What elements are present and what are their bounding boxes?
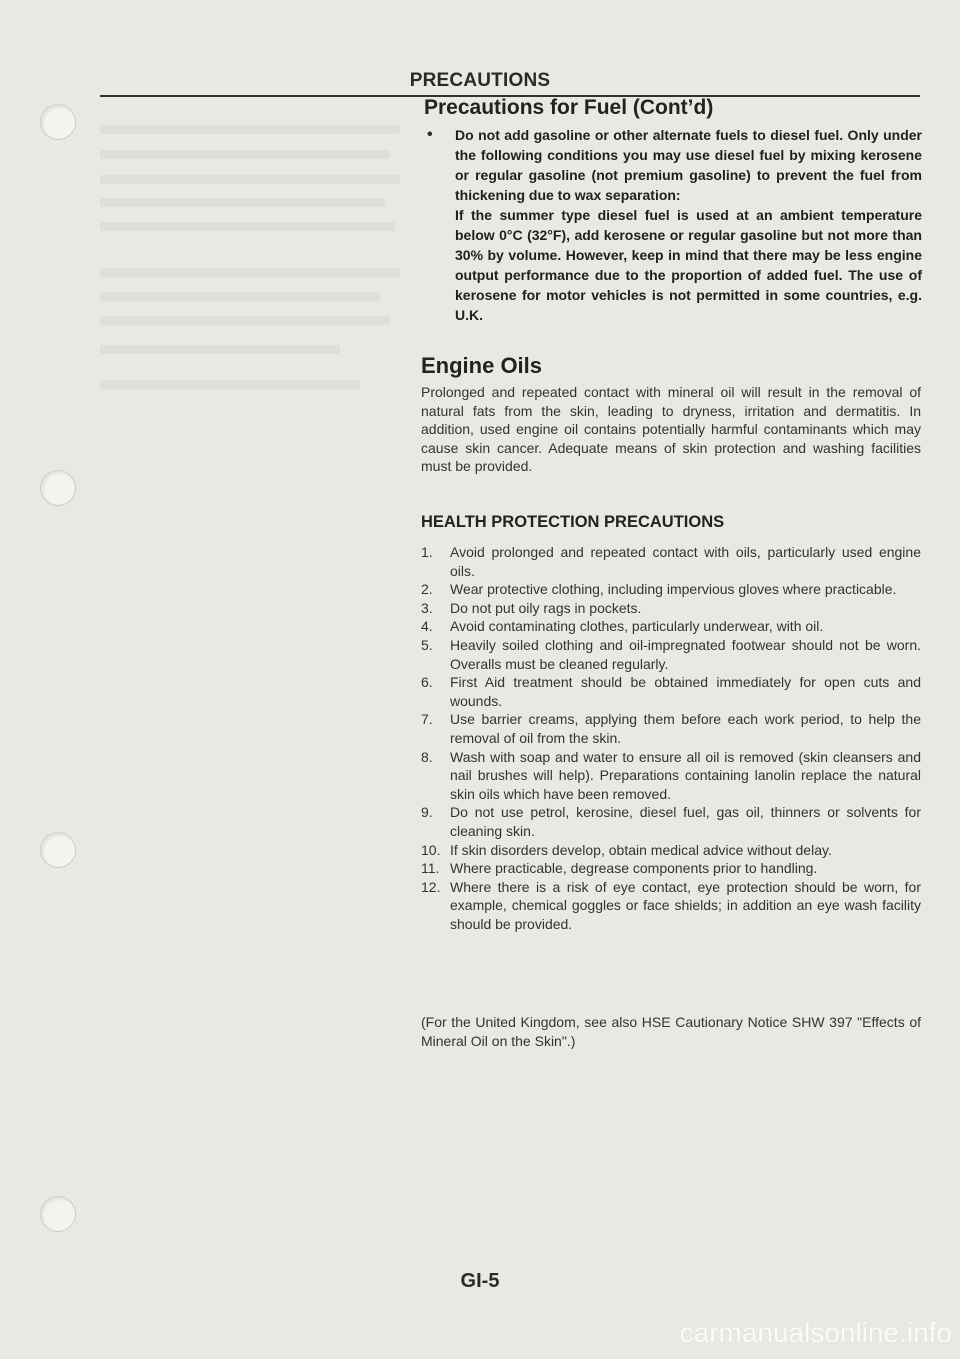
watermark-text: carmanualsonline.info [679,1317,952,1348]
item-number: 10. [421,841,441,858]
item-number: 4. [421,618,433,635]
binder-hole [40,104,76,140]
bleed-through-line [100,175,400,184]
list-item [421,580,921,599]
bleed-through-line [100,316,390,325]
header-title: PRECAUTIONS [409,70,551,91]
binder-hole [40,470,76,506]
item-number: 8. [421,748,433,765]
bleed-through-line [100,125,400,134]
bleed-through-line [100,198,385,207]
fuel-condition-paragraph: If the summer type diesel fuel is used at an ambient temperature below 0°C (32°F), add kerosene or regular gasoline but not more than 30% by volume. However, keep in mind that there may be less engine output performance due to the proportion of added fuel. The use of kerosene for motor vehicles is not permitted in some countries, e.g. U.K. [455,207,922,323]
engine-oils-paragraph: Prolonged and repeated contact with mineral oil will result in the removal of natural fats from the skin, leading to dryness, irritation and dermatitis. In addition, used engine oil contains potentially harmful contaminants which may cause skin cancer. Adequate means of skin protection and washing facilities must be provided. [421,384,921,475]
item-text: Wear protective clothing, including impervious gloves where practicable. [450,581,897,598]
item-number: 2. [421,581,433,598]
list-item [421,617,921,636]
list-item [421,878,921,934]
item-text: Where practicable, degrease components prior to handling. [450,860,818,877]
hse-footnote: (For the United Kingdom, see also HSE Cautionary Notice SHW 397 "Effects of Mineral Oil on the Skin".) [421,1014,921,1049]
list-item [421,673,921,710]
item-number: 11. [421,860,440,877]
item-number: 7. [421,711,433,728]
fuel-warning-paragraph: Do not add gasoline or other alternate fuels to diesel fuel. Only under the following conditions you may use diesel fuel by mixing kerosene or regular gasoline (not premium gasoline) to prevent the fuel from thickening due to wax separation: [455,127,922,203]
bleed-through-line [100,345,340,354]
item-text: Heavily soiled clothing and oil-impregnated footwear should not be worn. Overalls must be cleaned regularly. [450,636,921,672]
list-item [421,636,921,673]
page-number: GI-5 [460,1270,500,1292]
item-text: First Aid treatment should be obtained immediately for open cuts and wounds. [450,674,921,709]
list-item [421,543,921,580]
engine-oils-title: Engine Oils [421,353,543,378]
item-number: 1. [421,544,433,560]
item-number: 12. [421,878,441,895]
list-item [421,803,921,840]
fuel-bullet-item [425,125,922,325]
bleed-through-line [100,380,360,389]
bleed-through-line [100,268,400,277]
list-item [421,599,921,618]
list-item [421,710,921,747]
bleed-through-line [100,292,380,301]
bleed-through-line [100,150,390,159]
item-text: Do not put oily rags in pockets. [450,599,642,616]
item-number: 9. [421,804,433,821]
list-item [421,859,921,878]
item-text: Avoid prolonged and repeated contact with oils, particularly used engine oils. [450,544,921,579]
item-text: Do not use petrol, kerosine, diesel fuel, gas oil, thinners or solvents for cleaning skin. [450,804,921,839]
item-text: Wash with soap and water to ensure all oil is removed (skin cleansers and nail brushes will help). Preparations containing lanolin replace the natural skin oils which have been removed. [450,748,921,802]
fuel-section-title: Precautions for Fuel (Cont’d) [424,96,714,119]
item-text: Use barrier creams, applying them before each work period, to help the removal of oil from the skin. [450,711,921,746]
item-number: 5. [421,636,433,653]
item-text: If skin disorders develop, obtain medical advice without delay. [450,841,832,858]
list-item [421,748,921,804]
bleed-through-line [100,222,395,231]
item-number: 6. [421,674,433,691]
item-number: 3. [421,599,433,616]
item-text: Where there is a risk of eye contact, eye protection should be worn, for example, chemical goggles or face shields; in addition an eye wash facility should be provided. [450,878,921,932]
bullet-icon: • [427,126,433,143]
binder-hole [40,832,76,868]
health-precautions-list [421,543,921,933]
list-item [421,841,921,860]
health-protection-title: HEALTH PROTECTION PRECAUTIONS [421,513,725,531]
binder-hole [40,1196,76,1232]
item-text: Avoid contaminating clothes, particularly underwear, with oil. [450,618,824,635]
